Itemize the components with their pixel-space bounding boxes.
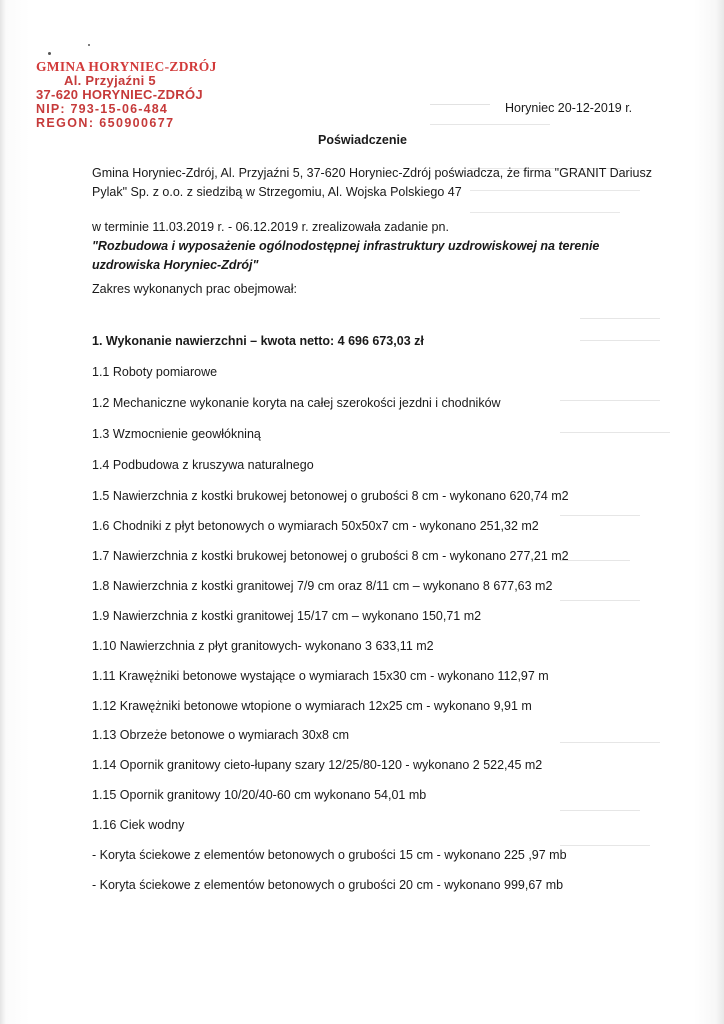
speck: [88, 44, 90, 46]
list-item: 1.4 Podbudowa z kruszywa naturalnego: [92, 458, 314, 472]
list-item: 1.10 Nawierzchnia z płyt granitowych- wykonano 3 633,11 m2: [92, 639, 434, 653]
document-date: Horyniec 20-12-2019 r.: [505, 101, 633, 115]
list-item: 1.7 Nawierzchnia z kostki brukowej betonowej o grubości 8 cm - wykonano 277,21 m2: [92, 549, 569, 563]
list-item: 1.2 Mechaniczne wykonanie koryta na całej szerokości jezdni i chodników: [92, 396, 501, 410]
municipality-stamp: [36, 59, 217, 130]
list-item: 1.5 Nawierzchnia z kostki brukowej betonowej o grubości 8 cm - wykonano 620,74 m2: [92, 489, 569, 503]
list-item: 1.15 Opornik granitowy 10/20/40-60 cm wykonano 54,01 mb: [92, 788, 427, 802]
list-item: - Koryta ściekowe z elementów betonowych o grubości 15 cm - wykonano 225 ,97 mb: [92, 848, 567, 862]
list-item: - Koryta ściekowe z elementów betonowych o grubości 20 cm - wykonano 999,67 mb: [92, 878, 564, 892]
stamp-line-street: Al. Przyjaźni 5: [64, 73, 156, 88]
list-item: 1.8 Nawierzchnia z kostki granitowej 7/9 cm oraz 8/11 cm – wykonano 8 677,63 m2: [92, 579, 553, 593]
stamp-line-regon: REGON: 650900677: [36, 116, 175, 130]
speck: [48, 52, 51, 55]
list-item: 1.1 Roboty pomiarowe: [92, 365, 218, 379]
term-line: w terminie 11.03.2019 r. - 06.12.2019 r. zrealizowała zadanie pn.: [92, 220, 449, 234]
stamp-line-nip: NIP: 793-15-06-484: [36, 102, 169, 116]
list-item: 1.9 Nawierzchnia z kostki granitowej 15/17 cm – wykonano 150,71 m2: [92, 609, 482, 623]
list-item: 1.14 Opornik granitowy cieto-łupany szary 12/25/80-120 - wykonano 2 522,45 m2: [92, 758, 543, 772]
intro-paragraph: Gmina Horyniec-Zdrój, Al. Przyjaźni 5, 37-620 Horyniec-Zdrój poświadcza, że firma "GRANIT Dariusz Pylak" Sp. z o.o. z siedzibą w Strzegomiu, Al. Wojska Polskiego 47: [92, 166, 652, 199]
stamp-line-city: 37-620 HORYNIEC-ZDRÓJ: [36, 87, 203, 102]
list-item: 1.13 Obrzeże betonowe o wymiarach 30x8 cm: [92, 728, 350, 742]
stamp-line-name: GMINA HORYNIEC-ZDRÓJ: [36, 59, 217, 74]
list-item: 1.6 Chodniki z płyt betonowych o wymiarach 50x50x7 cm - wykonano 251,32 m2: [92, 519, 539, 533]
list-item: 1.11 Krawężniki betonowe wystające o wymiarach 15x30 cm - wykonano 112,97 m: [92, 669, 549, 683]
scope-intro: Zakres wykonanych prac obejmował:: [92, 282, 297, 296]
section-heading: 1. Wykonanie nawierzchni – kwota netto: 4 696 673,03 zł: [92, 334, 424, 348]
list-item: 1.12 Krawężniki betonowe wtopione o wymiarach 12x25 cm - wykonano 9,91 m: [92, 699, 532, 713]
task-name: "Rozbudowa i wyposażenie ogólnodostępnej infrastruktury uzdrowiskowej na terenie uzdrowiska Horyniec-Zdrój": [92, 239, 600, 272]
list-item: 1.3 Wzmocnienie geowłókniną: [92, 427, 261, 441]
document-title: Poświadczenie: [318, 133, 407, 147]
list-item: 1.16 Ciek wodny: [92, 818, 185, 832]
